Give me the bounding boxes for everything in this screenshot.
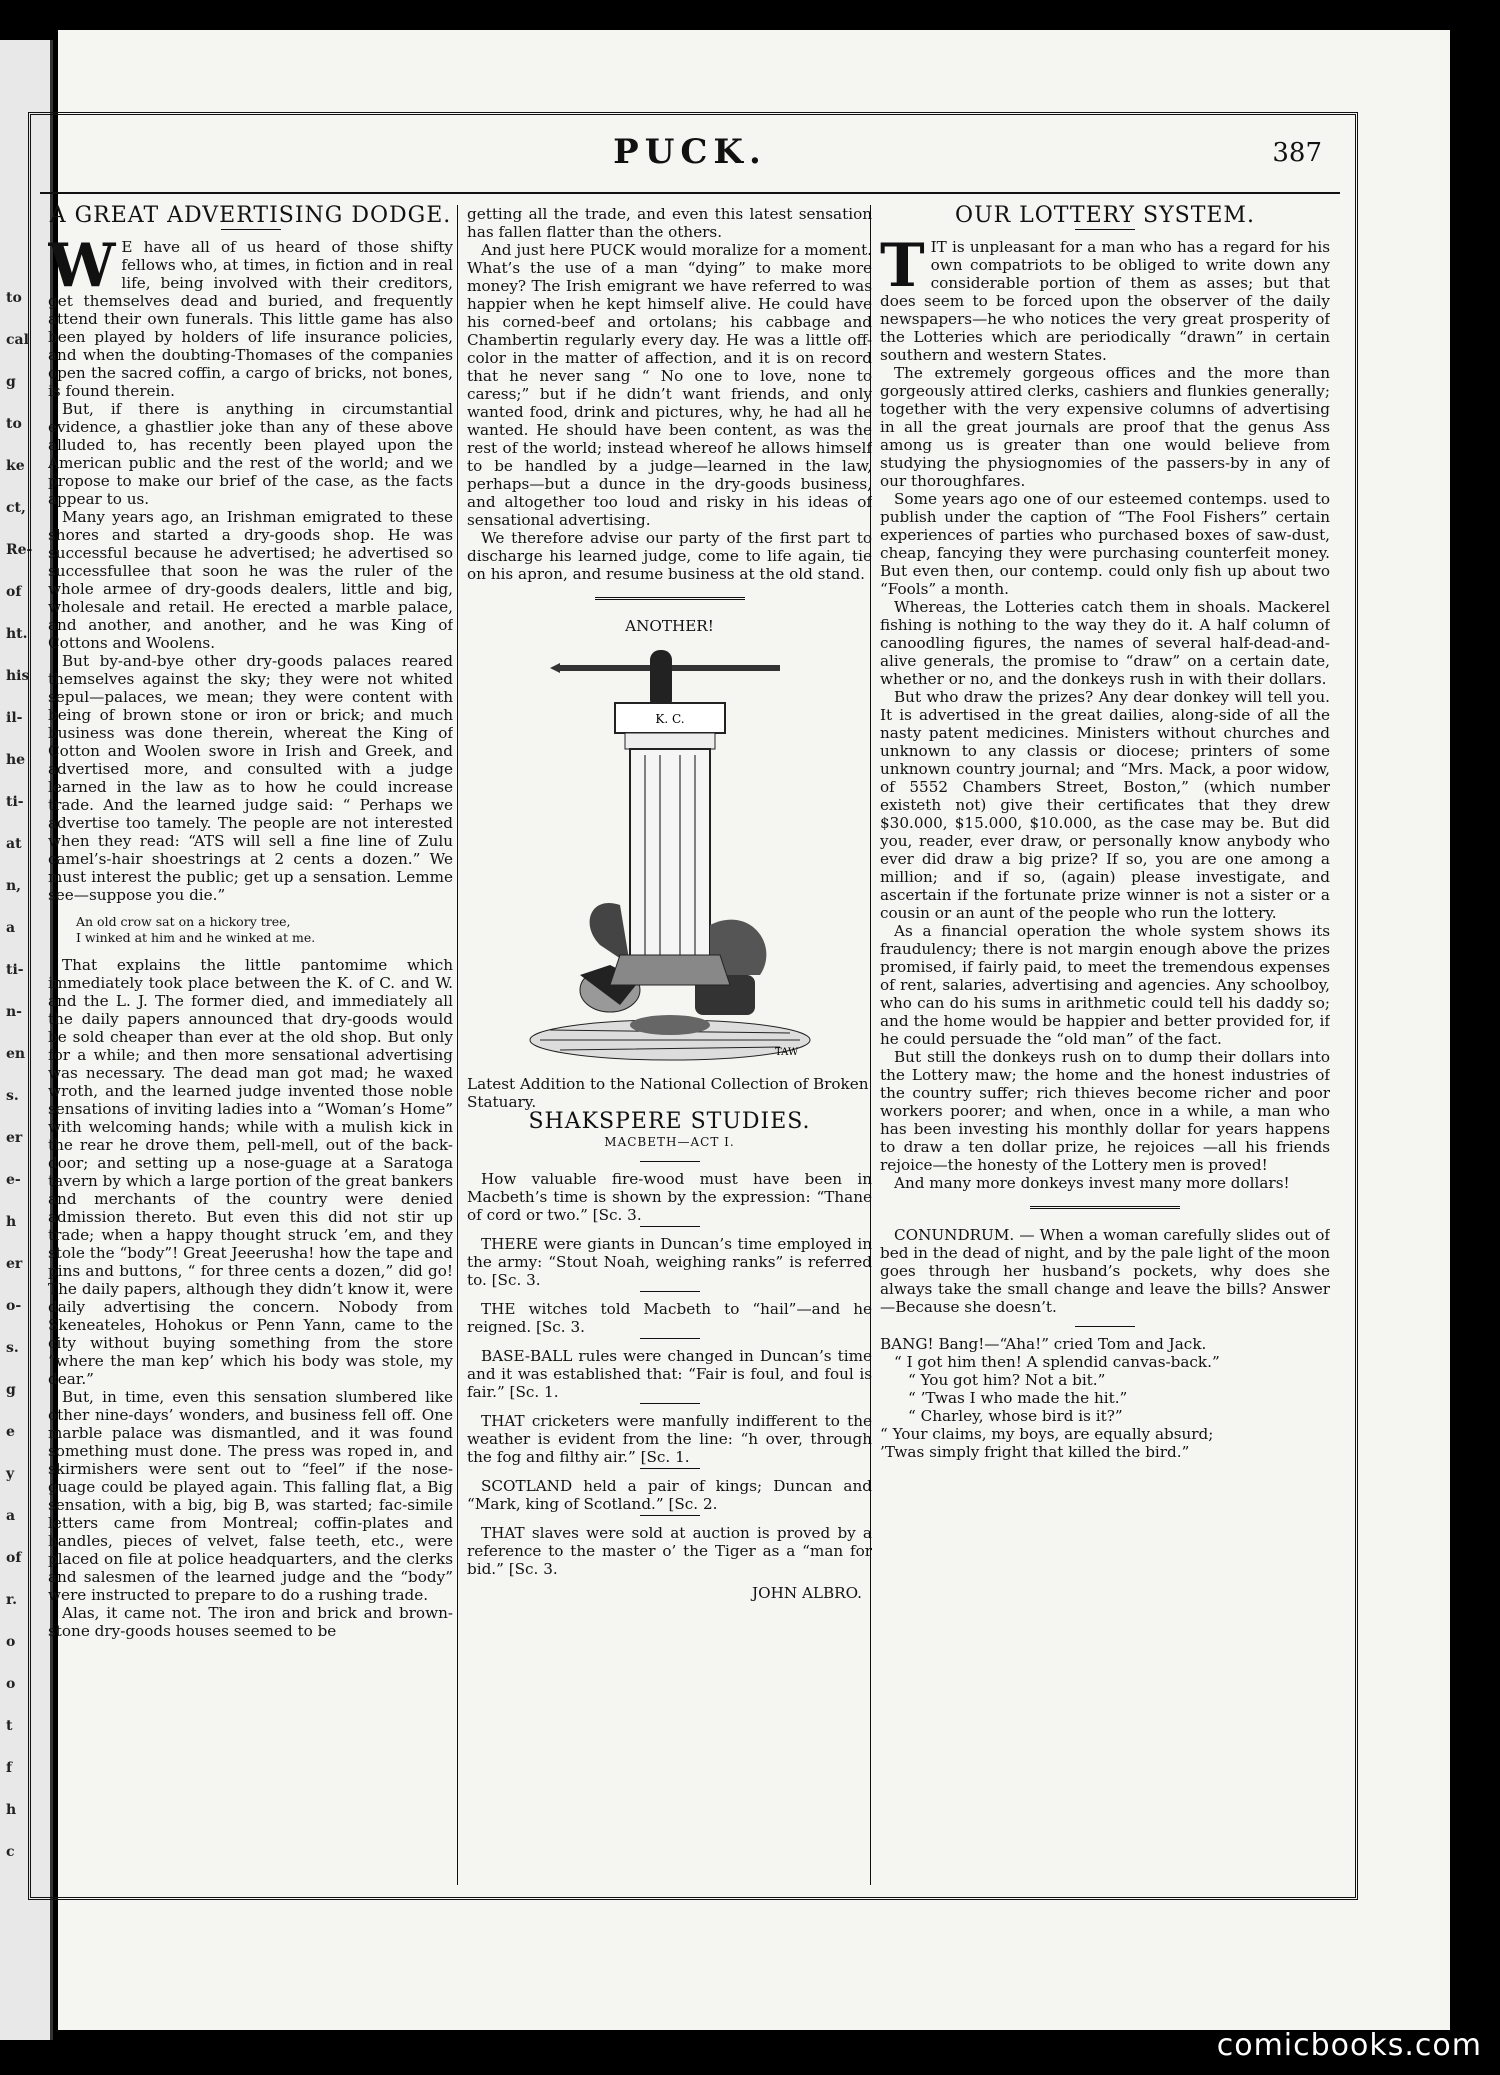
page-fragment: a <box>6 920 16 936</box>
artist-signature: TAW <box>774 1047 798 1058</box>
paragraph: But who draw the prizes? Any dear donkey will tell you. It is advertised in the great dailies, along-side of all the nasty patent medicines. Ministers without churches and unknown to any classis or diocese; printers of some unknown country journal; and “Mrs. Mack, a poor widow, of 5552 Chambers Street, Boston,” (which number existeth not) give their certificates that they drew $30.000, $15.000, $10.000, as the case may be. But did you, reader, ever draw, or personally know anybody who ever did draw a big prize? If so, you are one among a million; and if so, (again) please investigate, and ascertain if the fortunate prize winner is not a sister or a cousin or an aunt of the people who run the lottery. <box>880 688 1330 922</box>
page-fragment: ht. <box>6 626 28 642</box>
paragraph: getting all the trade, and even this latest sensation has fallen flatter than the others. <box>467 205 872 241</box>
page-fragment: at <box>6 836 22 852</box>
page-fragment: ke <box>6 458 25 474</box>
page-fragment: h <box>6 1214 17 1230</box>
item-rule <box>640 1291 700 1292</box>
paragraph: As a financial operation the whole system shows its fraudulency; there is not margin enough above the prizes promised, if fairly paid, to meet the tremendous expenses of rent, salaries, advertising and agencies. Any schoolboy, who can do his sums in arithmetic could tell his daddy so; and the home would be happier and better provided for, if he could persuade the “old man” of the fact. <box>880 922 1330 1048</box>
column-divider <box>457 205 458 1885</box>
item-rule <box>640 1226 700 1227</box>
page-fragment: n, <box>6 878 22 894</box>
section-subtitle: MACBETH—ACT I. <box>604 1135 735 1149</box>
verse-line: BANG! Bang!—“Aha!” cried Tom and Jack. <box>880 1335 1207 1353</box>
page-fragment: e- <box>6 1172 21 1188</box>
item-rule <box>640 1468 700 1469</box>
paragraph: The extremely gorgeous offices and the more than gorgeously attired clerks, cashiers and flunkies generally; together with the very expensive columns of advertising in all the great journals are proof that the genus Ass among us is greater than one would believe from studying the physiognomies of the passers-by in any of our thoroughfares. <box>880 364 1330 490</box>
page-fragment: o <box>6 1634 16 1650</box>
title-rule <box>640 1161 700 1162</box>
joke-item: THERE were giants in Duncan’s time employed in the army: “Stout Noah, weighing ranks” is referred to. [Sc. 3. <box>467 1235 872 1289</box>
page-fragment: he <box>6 752 26 768</box>
page-fragment: o- <box>6 1298 22 1314</box>
page-fragment: g <box>6 374 16 390</box>
section-rule <box>595 597 745 603</box>
verse-line: An old crow sat on a hickory tree, <box>76 914 291 929</box>
paragraph: Alas, it came not. The iron and brick and brown-stone dry-goods houses seemed to be <box>48 1604 453 1640</box>
joke-item: BASE-BALL rules were changed in Duncan’s time and it was established that: “Fair is foul, and foul is fair.” [Sc. 1. <box>467 1347 872 1401</box>
page-fragment: t <box>6 1718 13 1734</box>
page-fragment: cal <box>6 332 29 348</box>
column-2 <box>467 205 872 1885</box>
author-signature: JOHN ALBRO. <box>752 1584 862 1602</box>
joke-item: THAT cricketers were manfully indifferent to the weather is evident from the line: “h over, through the fog and filthy air.” [Sc. 1. <box>467 1412 872 1466</box>
page-fragment: to <box>6 416 22 432</box>
page-fragment: Re- <box>6 542 33 558</box>
column-3 <box>880 205 1330 1885</box>
verse-line: I winked at him and he winked at me. <box>76 930 316 945</box>
paragraph: E have all of us heard of those shifty fellows who, at times, in fiction and in real life, being involved with their creditors, get themselves dead and buried, and frequently attend their own funerals. This little game has also been played by holders of life insurance policies, and when the doubting-Thomases of the companies open the sacred coffin, a cargo of bricks, not bones, is found therein. <box>48 238 453 400</box>
conundrum: CONUNDRUM. — When a woman carefully slides out of bed in the dead of night, and by the pale light of the moon goes through her husband’s pockets, why does she always take the small change and leave the bills? Answer—Because she doesn’t. <box>880 1226 1330 1316</box>
bang-verse <box>880 1335 1330 1461</box>
column-1 <box>48 205 453 1885</box>
header-rule <box>40 192 1340 194</box>
page-fragment: er <box>6 1256 23 1272</box>
item-rule <box>640 1338 700 1339</box>
masthead-title: PUCK. <box>613 132 767 172</box>
page-fragment: a <box>6 1508 16 1524</box>
paragraph: But, in time, even this sensation slumbered like other nine-days’ wonders, and business fell off. One marble palace was dismantled, and it was found something must done. The press was roped in, and skirmishers were sent out to “feel” if the nose-guage could be played again. This falling flat, a Big sensation, with a big, big B, was started; fac-simile letters came from Montreal; coffin-plates and handles, pieces of velvet, false teeth, etc., were placed on file at police headquarters, and the clerks and salesmen of the learned judge and the “body” were instructed to prepare to do a rushing trade. <box>48 1388 453 1604</box>
joke-item: How valuable fire-wood must have been in Macbeth’s time is shown by the expression: “Thane of cord or two.” [Sc. 3. <box>467 1170 872 1224</box>
page-fragment: en <box>6 1046 26 1062</box>
verse-line: “ You got him? Not a bit.” <box>908 1371 1106 1389</box>
page-fragment: h <box>6 1802 17 1818</box>
item-rule <box>1075 1326 1135 1327</box>
page-fragment: il- <box>6 710 23 726</box>
paragraph: Some years ago one of our esteemed contemps. used to publish under the caption of “The Fool Fishers” certain experiences of parties who purchased boxes of saw-dust, cheap, fancying they were purchasing counterfeit money. But even then, our contemp. could only fish up about two “Fools” a month. <box>880 490 1330 598</box>
page-fragment: er <box>6 1130 23 1146</box>
article-title: OUR LOTTERY SYSTEM. <box>955 205 1255 228</box>
page-fragment: ti- <box>6 794 24 810</box>
watermark: comicbooks.com <box>1216 2028 1482 2063</box>
page-fragment: ct, <box>6 500 26 516</box>
verse-line: “ Your claims, my boys, are equally absurd; <box>880 1425 1214 1443</box>
page-fragment: of <box>6 584 22 600</box>
paragraph: But still the donkeys rush on to dump their dollars into the Lottery maw; the home and the honest industries of the country suffer; rich thieves become richer and poor workers poorer; and when, once in a while, a man who has been investing his monthly dollar for years happens to draw a ten dollar prize, he rejoices —all his friends rejoice—the honesty of the Lottery men is proved! <box>880 1048 1330 1174</box>
section-rule <box>1030 1206 1180 1212</box>
page-header <box>40 132 1340 182</box>
illustration-caption: Latest Addition to the National Collection of Broken Statuary. <box>467 1075 869 1111</box>
item-rule <box>640 1515 700 1516</box>
page-fragment: y <box>6 1466 15 1482</box>
pedestal-label: K. C. <box>654 712 685 726</box>
paragraph: Whereas, the Lotteries catch them in shoals. Mackerel fishing is nothing to the way they do it. A half column of canoodling figures, the names of several half-dead-and-alive generals, the promise to “draw” on a certain date, whether or no, and the donkeys rush in with their dollars. <box>880 598 1330 688</box>
verse-line: “ ’Twas I who made the hit.” <box>908 1389 1128 1407</box>
joke-item: THE witches told Macbeth to “hail”—and he reigned. [Sc. 3. <box>467 1300 872 1336</box>
paragraph: And many more donkeys invest many more dollars! <box>894 1174 1290 1192</box>
page-fragment: n- <box>6 1004 22 1020</box>
page-fragment: s. <box>6 1088 19 1104</box>
section-title: SHAKSPERE STUDIES. <box>528 1109 811 1134</box>
title-rule <box>221 229 281 230</box>
page-fragment: to <box>6 290 22 306</box>
page-fragment: o <box>6 1676 16 1692</box>
title-rule <box>1075 229 1135 230</box>
page-fragment: his <box>6 668 30 684</box>
verse-line: ’Twas simply fright that killed the bird.” <box>880 1443 1190 1461</box>
paragraph: And just here PUCK would moralize for a moment. What’s the use of a man “dying” to make more money? The Irish emigrant we have referred to was happier when he kept himself alive. He could have his corned-beef and ortolans; his cabbage and Chambertin regularly every day. He was a little off-color in the matter of affection, and it is on record that he never sang “ No one to love, none to caress;” but if he didn’t want friends, and only wanted food, drink and pictures, why, he had all he wanted. He should have been content, as was the rest of the world; instead whereof he allows himself to be handled by a judge—learned in the law, perhaps—but a dunce in the dry-goods business, and altogether too loud and risky in his ideas of sensational advertising. <box>467 241 872 529</box>
page-fragment: ti- <box>6 962 24 978</box>
verse-line: “ Charley, whose bird is it?” <box>908 1407 1123 1425</box>
illustration-title: ANOTHER! <box>625 617 714 635</box>
page-fragment: g <box>6 1382 16 1398</box>
page-number: 387 <box>1272 138 1322 168</box>
page-fragment: r. <box>6 1592 17 1608</box>
paragraph: But, if there is anything in circumstantial evidence, a ghastlier joke than any of these above alluded to, has recently been played upon the American public and the rest of the world; and we propose to make our brief of the case, as the facts appear to us. <box>48 400 453 508</box>
page-fragment: e <box>6 1424 15 1440</box>
joke-item: SCOTLAND held a pair of kings; Duncan and “Mark, king of Scotland.” [Sc. 2. <box>467 1477 872 1513</box>
item-rule <box>640 1403 700 1404</box>
paragraph: That explains the little pantomime which immediately took place between the K. of C. and W. and the L. J. The former died, and immediately all the daily papers announced that dry-goods would be sold cheaper than ever at the old shop. But only for a while; and then more sensational advertising was necessary. The dead man got mad; he waxed wroth, and the learned judge invented those noble sensations of inviting ladies into a “Woman’s Home” with welcoming hands; while with a mulish kick in the rear he drove them, pell-mell, out of the back-door; and setting up a nose-guage at a Saratoga tavern by which a large portion of the great bankers and merchants of the country were denied admission thereto. But even this did not stir up trade; when a happy thought struck ’em, and they stole the “body”! Great Jeeerusha! how the tape and pins and buttons, “ for three cents a dozen,” did go! The daily papers, although they didn’t know it, were daily advertising the concern. Nobody from Skeneateles, Hohokus or Penn Yann, came to the city without buying something from the store “where the man kep’ which his body was stole, my dear.” <box>48 956 453 1388</box>
paragraph: We therefore advise our party of the first part to discharge his learned judge, come to life again, tie on his apron, and resume business at the old stand. <box>467 529 872 583</box>
paragraph: IT is unpleasant for a man who has a regard for his own compatriots to be obliged to write down any considerable portion of them as asses; but that does seem to be forced upon the observer of the daily newspapers—he who notices the very great prosperity of the Lotteries which are periodically “drawn” in certain southern and western States. <box>880 238 1330 364</box>
paragraph: Many years ago, an Irishman emigrated to these shores and started a dry-goods shop. He was successful because he advertised; he advertised so successfullee that soon he was the ruler of the whole armee of dry-goods dealers, little and big, wholesale and retail. He erected a marble palace, and another, and another, and he was King of Cottons and Woolens. <box>48 508 453 652</box>
paragraph: But by-and-bye other dry-goods palaces reared themselves against the sky; they were not whited sepul—palaces, we mean; they were content with being of brown stone or iron or brick; and much business was done therein, whereat the King of Cotton and Woolen swore in Irish and Greek, and advertised more, and consulted with a judge learned in the law as to how he could increase trade. And the learned judge said: “ Perhaps we advertise too tamely. The people are not interested when they read: “ATS will sell a fine line of Zulu camel’s-hair shoestrings at 2 cents a dozen.” We must interest the public; get up a sensation. Lemme see—suppose you die.” <box>48 652 453 904</box>
broken-statue-illustration <box>520 645 820 1065</box>
drop-cap: T <box>880 231 925 301</box>
article-title: A GREAT ADVERTISING DODGE. <box>49 205 452 228</box>
verse <box>76 914 453 946</box>
page-fragment: f <box>6 1760 13 1776</box>
drop-cap: W <box>48 231 116 301</box>
verse-line: “ I got him then! A splendid canvas-back.” <box>894 1353 1220 1371</box>
page-fragment: c <box>6 1844 15 1860</box>
page-fragment: s. <box>6 1340 19 1356</box>
joke-item: THAT slaves were sold at auction is proved by a reference to the master o’ the Tiger as a “man for bid.” [Sc. 3. <box>467 1524 872 1578</box>
page-fragment: of <box>6 1550 22 1566</box>
